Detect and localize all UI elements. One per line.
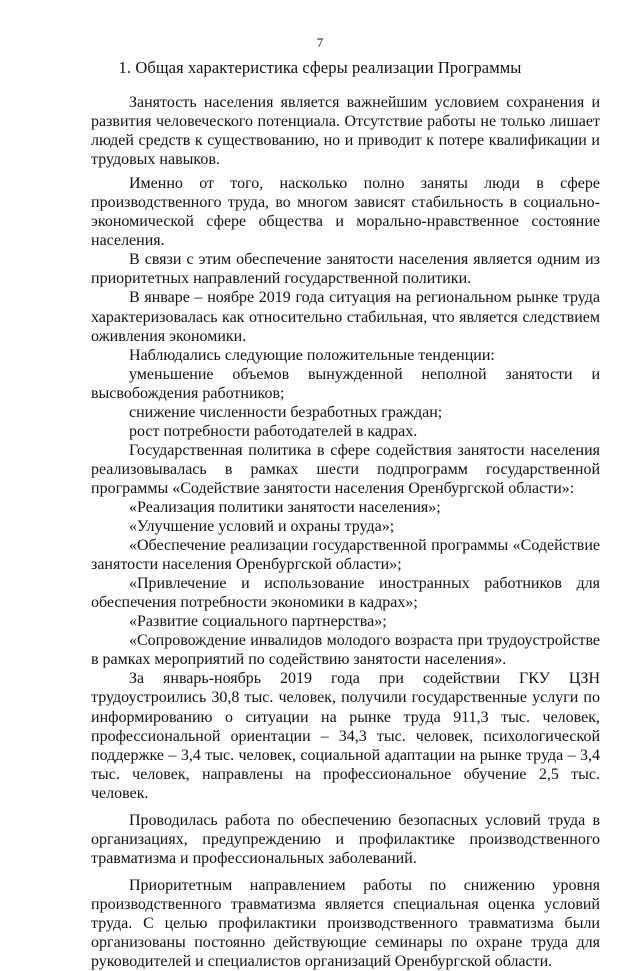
list-item: уменьшение объемов вынужденной неполной занятости и высвобождения работников; (91, 365, 600, 402)
paragraph: Проводилась работа по обеспечению безопасных условий труда в организациях, предупреждению и профилактике производственного травматизма и профессиональных заболеваний. (91, 811, 600, 867)
paragraph: Государственная политика в сфере содействия занятости населения реализовывалась в рамках шести подпрограмм государственной программы «Содействие занятости населения Оренбургской области»: (91, 441, 600, 497)
page-number: 7 (316, 35, 324, 50)
list-item: «Развитие социального партнерства»; (129, 613, 387, 631)
paragraph: Приоритетным направлением работы по снижению уровня производственного травматизма является специальная оценка условий труда. С целью профилактики производственного травматизма были организованы постоянно действующие семинары по охране труда для руководителей и специалистов организаций Оренбургской области. (91, 876, 600, 971)
list-item: «Привлечение и использование иностранных работников для обеспечения потребности экономики в кадрах»; (91, 575, 600, 612)
list-item: «Сопровождение инвалидов молодого возраста при трудоустройстве в рамках мероприятий по содействию занятости населения». (91, 632, 600, 669)
section-heading: 1. Общая характеристика сферы реализации Программы (118, 58, 522, 77)
list-item: «Улучшение условий и охраны труда»; (129, 518, 395, 536)
list-item: «Реализация политики занятости населения»; (129, 498, 441, 516)
paragraph: Наблюдались следующие положительные тенденции: (129, 346, 495, 364)
paragraph: Именно от того, насколько полно заняты люди в сфере производственного труда, во многом зависят стабильность в социально-экономической сфере общества и морально-нравственное состояние населения. (91, 175, 600, 250)
list-item: рост потребности работодателей в кадрах. (129, 422, 418, 440)
body-text (91, 93, 600, 971)
paragraph: Занятость населения является важнейшим условием сохранения и развития человеческого потенциала. Отсутствие работы не только лишает людей средств к существованию, но и приводит к потере квалификации и трудовых навыков. (91, 94, 600, 169)
paragraph: В связи с этим обеспечение занятости населения является одним из приоритетных направлений государственной политики. (91, 251, 600, 288)
paragraph: В январе – ноябре 2019 года ситуация на региональном рынке труда характеризовалась как относительно стабильная, что является следствием оживления экономики. (91, 289, 600, 345)
paragraph: За январь-ноябрь 2019 года при содействии ГКУ ЦЗН трудоустроились 30,8 тыс. человек, получили государственные услуги по информированию о ситуации на рынке труда 911,3 тыс. человек, профессиональной ориентации – 34,3 тыс. человек, психологической поддержке – 3,4 тыс. человек, социальной адаптации на рынке труда – 3,4 тыс. человек, направлены на профессиональное обучение 2,5 тыс. человек. (91, 670, 600, 802)
list-item: «Обеспечение реализации государственной программы «Содействие занятости населения Оренбургской области»; (91, 537, 600, 574)
list-item: снижение численности безработных граждан; (129, 403, 443, 421)
